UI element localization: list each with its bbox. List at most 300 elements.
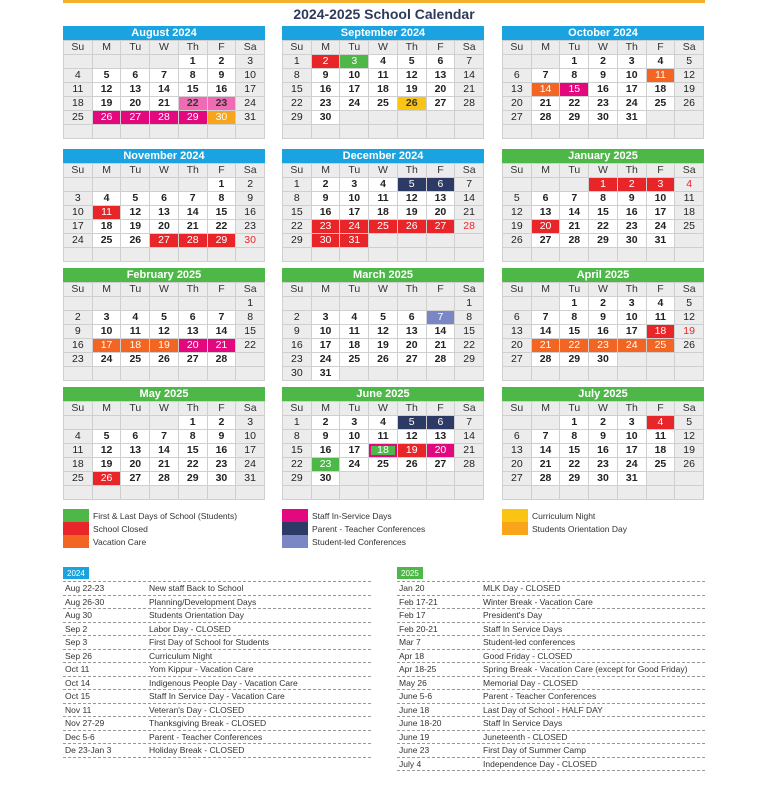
event-row	[63, 690, 371, 704]
event-row	[63, 636, 371, 650]
empty-cell	[150, 486, 178, 499]
day-cell: 23	[64, 353, 92, 366]
day-cell: 15	[179, 444, 207, 457]
day-cell: 29	[589, 234, 617, 247]
day-cell: 2	[312, 416, 340, 429]
day-cell: 2	[589, 416, 617, 429]
highlighted-day-cell: 20	[179, 339, 207, 352]
day-cell: 17	[64, 220, 92, 233]
day-cell: 24	[93, 353, 121, 366]
weekday-header: Sa	[675, 402, 703, 415]
day-cell: 2	[589, 297, 617, 310]
empty-cell	[150, 55, 178, 68]
day-cell: 26	[150, 353, 178, 366]
day-cell: 19	[369, 339, 397, 352]
day-cell: 3	[312, 311, 340, 324]
highlighted-day-cell: 2	[618, 178, 646, 191]
day-cell: 29	[283, 234, 311, 247]
month-grid	[282, 163, 484, 262]
empty-cell	[675, 486, 703, 499]
month-calendar	[282, 149, 484, 262]
day-cell: 3	[93, 311, 121, 324]
month-grid	[282, 282, 484, 381]
weekday-header: Tu	[340, 164, 368, 177]
empty-cell	[455, 234, 483, 247]
empty-cell	[532, 55, 560, 68]
day-cell: 13	[532, 206, 560, 219]
empty-cell	[340, 367, 368, 380]
day-cell: 4	[369, 178, 397, 191]
event-description: Holiday Break - CLOSED	[149, 745, 245, 755]
empty-cell	[93, 367, 121, 380]
legend-label: Vacation Care	[93, 536, 147, 547]
day-cell: 8	[179, 69, 207, 82]
empty-cell	[369, 111, 397, 124]
day-cell: 12	[398, 430, 426, 443]
empty-cell	[179, 178, 207, 191]
day-cell: 23	[618, 220, 646, 233]
day-cell: 21	[455, 83, 483, 96]
day-cell: 3	[340, 416, 368, 429]
month-grid	[63, 282, 265, 381]
day-cell: 13	[503, 325, 531, 338]
day-cell: 12	[398, 192, 426, 205]
highlighted-day-cell: 26	[398, 220, 426, 233]
weekday-header: Tu	[121, 402, 149, 415]
empty-cell	[675, 234, 703, 247]
day-cell: 30	[312, 111, 340, 124]
day-cell: 8	[560, 69, 588, 82]
day-cell: 25	[675, 220, 703, 233]
event-row	[63, 582, 371, 596]
empty-cell	[340, 125, 368, 138]
empty-cell	[121, 486, 149, 499]
legend-label: Students Orientation Day	[532, 523, 627, 534]
event-description: Parent - Teacher Conferences	[149, 731, 263, 742]
month-grid	[502, 163, 704, 262]
day-cell: 6	[503, 311, 531, 324]
weekday-header: M	[93, 41, 121, 54]
day-cell: 15	[589, 206, 617, 219]
day-cell: 10	[618, 430, 646, 443]
day-cell: 7	[455, 416, 483, 429]
weekday-header: Su	[283, 402, 311, 415]
day-cell: 5	[675, 416, 703, 429]
year-tag-2025: 2025	[397, 567, 423, 579]
empty-cell	[560, 248, 588, 261]
empty-cell	[179, 486, 207, 499]
weekday-header: F	[647, 283, 675, 296]
highlighted-day-cell: 6	[427, 416, 455, 429]
day-cell: 2	[283, 311, 311, 324]
day-cell: 12	[150, 325, 178, 338]
event-row	[397, 758, 705, 772]
weekday-header: W	[150, 164, 178, 177]
day-cell: 16	[589, 325, 617, 338]
day-cell: 12	[675, 311, 703, 324]
empty-cell	[369, 367, 397, 380]
event-row	[397, 623, 705, 637]
month-grid	[502, 401, 704, 500]
page-title: 2024-2025 School Calendar	[293, 6, 475, 22]
highlighted-day-cell: 28	[455, 220, 483, 233]
highlighted-day-cell: 19	[150, 339, 178, 352]
weekday-header: Su	[283, 283, 311, 296]
day-cell: 16	[236, 206, 264, 219]
day-cell: 11	[675, 192, 703, 205]
empty-cell	[369, 234, 397, 247]
event-row	[397, 704, 705, 718]
weekday-header: Sa	[455, 283, 483, 296]
day-cell: 6	[121, 430, 149, 443]
event-description: Labor Day - CLOSED	[149, 623, 231, 634]
empty-cell	[93, 248, 121, 261]
month-title: December 2024	[282, 149, 484, 163]
weekday-header: Sa	[675, 41, 703, 54]
day-cell: 15	[560, 325, 588, 338]
day-cell: 14	[455, 192, 483, 205]
event-row	[63, 717, 371, 731]
highlighted-day-cell: 28	[150, 111, 178, 124]
day-cell: 6	[503, 430, 531, 443]
month-grid	[502, 40, 704, 139]
day-cell: 24	[340, 458, 368, 471]
day-cell: 1	[283, 55, 311, 68]
day-cell: 7	[179, 192, 207, 205]
empty-cell	[64, 248, 92, 261]
empty-cell	[93, 486, 121, 499]
empty-cell	[503, 486, 531, 499]
event-date: Oct 11	[65, 664, 90, 674]
weekday-header: Th	[618, 283, 646, 296]
empty-cell	[150, 125, 178, 138]
month-calendar	[282, 387, 484, 500]
empty-cell	[647, 111, 675, 124]
day-cell: 28	[427, 353, 455, 366]
day-cell: 18	[369, 206, 397, 219]
event-description: Independence Day - CLOSED	[483, 758, 597, 769]
day-cell: 6	[121, 69, 149, 82]
day-cell: 16	[64, 339, 92, 352]
highlighted-day-cell: 18	[647, 325, 675, 338]
weekday-header: Sa	[455, 402, 483, 415]
events-2025	[397, 563, 705, 771]
day-cell: 14	[532, 444, 560, 457]
highlighted-day-cell: 1	[589, 178, 617, 191]
day-cell: 20	[427, 83, 455, 96]
day-cell: 13	[150, 206, 178, 219]
empty-cell	[64, 297, 92, 310]
event-date: July 4	[399, 758, 422, 769]
day-cell: 19	[398, 83, 426, 96]
day-cell: 5	[398, 55, 426, 68]
empty-cell	[647, 472, 675, 485]
day-cell: 13	[179, 325, 207, 338]
event-row	[63, 731, 371, 745]
month-title: January 2025	[502, 149, 704, 163]
weekday-header: F	[427, 41, 455, 54]
highlighted-day-cell: 15	[560, 83, 588, 96]
day-cell: 6	[427, 55, 455, 68]
empty-cell	[236, 248, 264, 261]
day-cell: 11	[64, 83, 92, 96]
empty-cell	[93, 178, 121, 191]
weekday-header: Su	[503, 402, 531, 415]
month-title: May 2025	[63, 387, 265, 401]
empty-cell	[618, 125, 646, 138]
day-cell: 14	[427, 325, 455, 338]
weekday-header: Su	[503, 164, 531, 177]
day-cell: 27	[179, 353, 207, 366]
event-row	[397, 596, 705, 610]
day-cell: 22	[455, 339, 483, 352]
day-cell: 15	[283, 444, 311, 457]
day-cell: 10	[312, 325, 340, 338]
color-swatch	[282, 509, 308, 522]
event-description: Last Day of School - HALF DAY	[483, 704, 603, 715]
legend-label: School Closed	[93, 523, 148, 534]
event-description: Winter Break - Vacation Care	[483, 596, 593, 607]
weekday-header: Tu	[560, 41, 588, 54]
highlighted-day-cell: 18	[369, 444, 397, 457]
month-grid	[282, 401, 484, 500]
weekday-header: Tu	[340, 402, 368, 415]
color-swatch	[282, 522, 308, 535]
day-cell: 18	[64, 97, 92, 110]
day-cell: 3	[236, 55, 264, 68]
day-cell: 24	[618, 97, 646, 110]
event-date: Aug 30	[65, 610, 92, 620]
weekday-header: M	[93, 283, 121, 296]
highlighted-day-cell: 27	[150, 234, 178, 247]
day-cell: 11	[121, 325, 149, 338]
month-calendar	[502, 268, 704, 381]
day-cell: 14	[150, 83, 178, 96]
weekday-header: W	[589, 402, 617, 415]
weekday-header: Su	[64, 402, 92, 415]
highlighted-day-cell: 26	[93, 472, 121, 485]
weekday-header: Tu	[121, 41, 149, 54]
day-cell: 1	[283, 416, 311, 429]
empty-cell	[312, 297, 340, 310]
day-cell: 28	[532, 472, 560, 485]
day-cell: 30	[589, 472, 617, 485]
day-cell: 10	[93, 325, 121, 338]
highlighted-day-cell: 27	[427, 220, 455, 233]
day-cell: 18	[93, 220, 121, 233]
empty-cell	[208, 125, 236, 138]
empty-cell	[121, 416, 149, 429]
event-row	[63, 596, 371, 610]
day-cell: 29	[283, 111, 311, 124]
highlighted-day-cell: 3	[647, 178, 675, 191]
weekday-header: M	[312, 283, 340, 296]
day-cell: 9	[312, 192, 340, 205]
empty-cell	[503, 416, 531, 429]
empty-cell	[675, 248, 703, 261]
highlighted-day-cell: 25	[369, 220, 397, 233]
empty-cell	[455, 248, 483, 261]
day-cell: 16	[589, 444, 617, 457]
event-description: First Day of School for Students	[149, 637, 269, 647]
color-swatch	[282, 535, 308, 548]
day-cell: 8	[589, 192, 617, 205]
empty-cell	[618, 248, 646, 261]
empty-cell	[675, 125, 703, 138]
empty-cell	[64, 367, 92, 380]
event-row	[397, 582, 705, 596]
weekday-header: Th	[179, 164, 207, 177]
day-cell: 24	[647, 220, 675, 233]
empty-cell	[647, 125, 675, 138]
empty-cell	[283, 248, 311, 261]
weekday-header: Su	[503, 283, 531, 296]
empty-cell	[208, 486, 236, 499]
weekday-header: Su	[64, 41, 92, 54]
day-cell: 27	[427, 458, 455, 471]
month-grid	[63, 163, 265, 262]
day-cell: 7	[532, 69, 560, 82]
empty-cell	[121, 297, 149, 310]
day-cell: 20	[150, 220, 178, 233]
day-cell: 24	[340, 97, 368, 110]
day-cell: 10	[236, 430, 264, 443]
event-row	[397, 609, 705, 623]
event-description: Students Orientation Day	[149, 610, 244, 620]
highlighted-day-cell: 20	[532, 220, 560, 233]
empty-cell	[150, 248, 178, 261]
month-title: September 2024	[282, 26, 484, 40]
day-cell: 23	[236, 220, 264, 233]
day-cell: 25	[369, 458, 397, 471]
month-calendar	[502, 149, 704, 262]
day-cell: 11	[64, 444, 92, 457]
day-cell: 30	[283, 367, 311, 380]
weekday-header: M	[93, 402, 121, 415]
weekday-header: F	[427, 283, 455, 296]
empty-cell	[64, 486, 92, 499]
empty-cell	[340, 472, 368, 485]
highlighted-day-cell: 30	[208, 111, 236, 124]
day-cell: 21	[560, 220, 588, 233]
day-cell: 4	[64, 430, 92, 443]
day-cell: 18	[647, 83, 675, 96]
highlighted-day-cell: 5	[398, 178, 426, 191]
event-description: Parent - Teacher Conferences	[483, 691, 597, 701]
weekday-header: M	[312, 402, 340, 415]
weekday-header: Tu	[560, 402, 588, 415]
highlighted-day-cell: 30	[236, 234, 264, 247]
day-cell: 6	[398, 311, 426, 324]
day-cell: 27	[398, 353, 426, 366]
empty-cell	[427, 111, 455, 124]
day-cell: 13	[427, 69, 455, 82]
month-calendar	[63, 268, 265, 381]
day-cell: 6	[532, 192, 560, 205]
day-cell: 3	[618, 297, 646, 310]
event-date: Nov 11	[65, 704, 92, 715]
empty-cell	[427, 472, 455, 485]
day-cell: 30	[618, 234, 646, 247]
empty-cell	[675, 472, 703, 485]
empty-cell	[589, 486, 617, 499]
day-cell: 4	[647, 55, 675, 68]
weekday-header: Sa	[236, 283, 264, 296]
day-cell: 12	[675, 430, 703, 443]
day-cell: 20	[427, 206, 455, 219]
day-cell: 27	[503, 111, 531, 124]
day-cell: 30	[208, 472, 236, 485]
day-cell: 3	[236, 416, 264, 429]
event-date: June 19	[399, 731, 430, 742]
weekday-header: W	[589, 283, 617, 296]
empty-cell	[369, 248, 397, 261]
empty-cell	[503, 367, 531, 380]
weekday-header: Th	[179, 41, 207, 54]
color-swatch	[502, 522, 528, 535]
event-date: June 5-6	[399, 691, 433, 701]
day-cell: 24	[618, 458, 646, 471]
legend-item	[502, 509, 627, 522]
day-cell: 23	[208, 458, 236, 471]
day-cell: 2	[208, 55, 236, 68]
empty-cell	[121, 55, 149, 68]
weekday-header: F	[427, 402, 455, 415]
day-cell: 14	[179, 206, 207, 219]
day-cell: 5	[675, 55, 703, 68]
day-cell: 22	[179, 458, 207, 471]
day-cell: 8	[236, 311, 264, 324]
day-cell: 15	[455, 325, 483, 338]
empty-cell	[455, 111, 483, 124]
day-cell: 10	[340, 430, 368, 443]
empty-cell	[427, 297, 455, 310]
event-row	[397, 636, 705, 650]
day-cell: 5	[121, 192, 149, 205]
weekday-header: W	[589, 41, 617, 54]
month-calendar	[502, 26, 704, 139]
day-cell: 4	[340, 311, 368, 324]
day-cell: 20	[398, 339, 426, 352]
event-description: Indigenous People Day - Vacation Care	[149, 677, 298, 688]
empty-cell	[618, 486, 646, 499]
empty-cell	[398, 248, 426, 261]
weekday-header: W	[150, 402, 178, 415]
event-date: Mar 7	[399, 637, 421, 647]
empty-cell	[398, 367, 426, 380]
day-cell: 10	[340, 192, 368, 205]
day-cell: 4	[369, 55, 397, 68]
day-cell: 17	[647, 206, 675, 219]
weekday-header: F	[647, 41, 675, 54]
year-tag-2024: 2024	[63, 567, 89, 579]
highlighted-day-cell: 25	[647, 339, 675, 352]
day-cell: 22	[283, 220, 311, 233]
legend-label: Parent - Teacher Conferences	[312, 523, 426, 534]
day-cell: 18	[647, 444, 675, 457]
day-cell: 16	[312, 444, 340, 457]
day-cell: 9	[589, 430, 617, 443]
empty-cell	[64, 55, 92, 68]
day-cell: 5	[503, 192, 531, 205]
empty-cell	[179, 248, 207, 261]
highlighted-day-cell: 14	[532, 83, 560, 96]
day-cell: 7	[560, 192, 588, 205]
event-date: Oct 15	[65, 691, 91, 701]
day-cell: 9	[589, 69, 617, 82]
month-title: August 2024	[63, 26, 265, 40]
empty-cell	[589, 248, 617, 261]
